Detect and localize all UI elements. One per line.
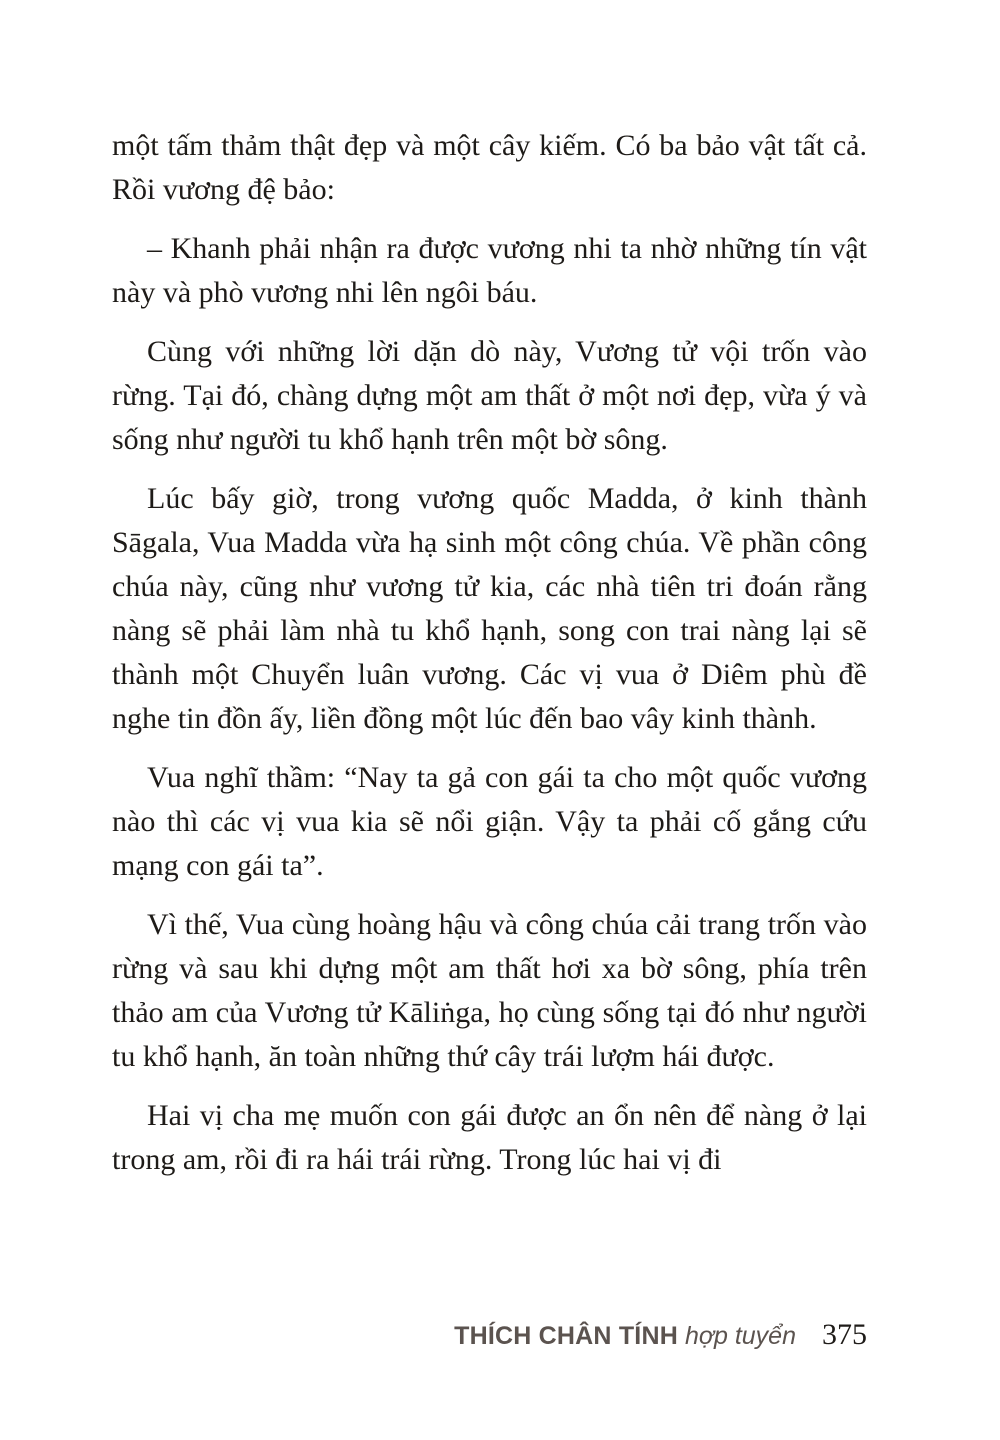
paragraph-7: Hai vị cha mẹ muốn con gái được an ổn nên để nàng ở lại trong am, rồi đi ra hái trái rừng. Trong lúc hai vị đi xyxy=(112,1099,867,1176)
page-body xyxy=(112,124,867,1197)
paragraph-1: một tấm thảm thật đẹp và một cây kiếm. Có ba bảo vật tất cả. Rồi vương đệ bảo: xyxy=(112,129,867,206)
paragraph-5: Vua nghĩ thầm: “Nay ta gả con gái ta cho một quốc vương nào thì các vị vua kia sẽ nổi giận. Vậy ta phải cố gắng cứu mạng con gái ta”. xyxy=(112,761,867,882)
footer-collection-title: hợp tuyển xyxy=(684,1322,796,1350)
paragraph-2: – Khanh phải nhận ra được vương nhi ta nhờ những tín vật này và phò vương nhi lên ngôi báu. xyxy=(112,232,867,309)
paragraph-4: Lúc bấy giờ, trong vương quốc Madda, ở kinh thành Sāgala, Vua Madda vừa hạ sinh một công chúa. Về phần công chúa này, cũng như vương tử kia, các nhà tiên tri đoán rằng nàng sẽ phải làm nhà tu khổ hạnh, song con trai nàng lại sẽ thành một Chuyển luân vương. Các vị vua ở Diêm phù đề nghe tin đồn ấy, liền đồng một lúc đến bao vây kinh thành. xyxy=(112,482,867,735)
paragraph-3: Cùng với những lời dặn dò này, Vương tử vội trốn vào rừng. Tại đó, chàng dựng một am thất ở một nơi đẹp, vừa ý và sống như người tu khổ hạnh trên một bờ sông. xyxy=(112,335,867,456)
page-number: 375 xyxy=(822,1318,867,1351)
paragraph-6: Vì thế, Vua cùng hoàng hậu và công chúa cải trang trốn vào rừng và sau khi dựng một am thất hơi xa bờ sông, phía trên thảo am của Vương tử Kāliṅga, họ cùng sống tại đó như người tu khổ hạnh, ăn toàn những thứ cây trái lượm hái được. xyxy=(112,908,867,1073)
footer-author: THÍCH CHÂN TÍNH xyxy=(454,1322,678,1350)
page-footer xyxy=(454,1318,867,1362)
